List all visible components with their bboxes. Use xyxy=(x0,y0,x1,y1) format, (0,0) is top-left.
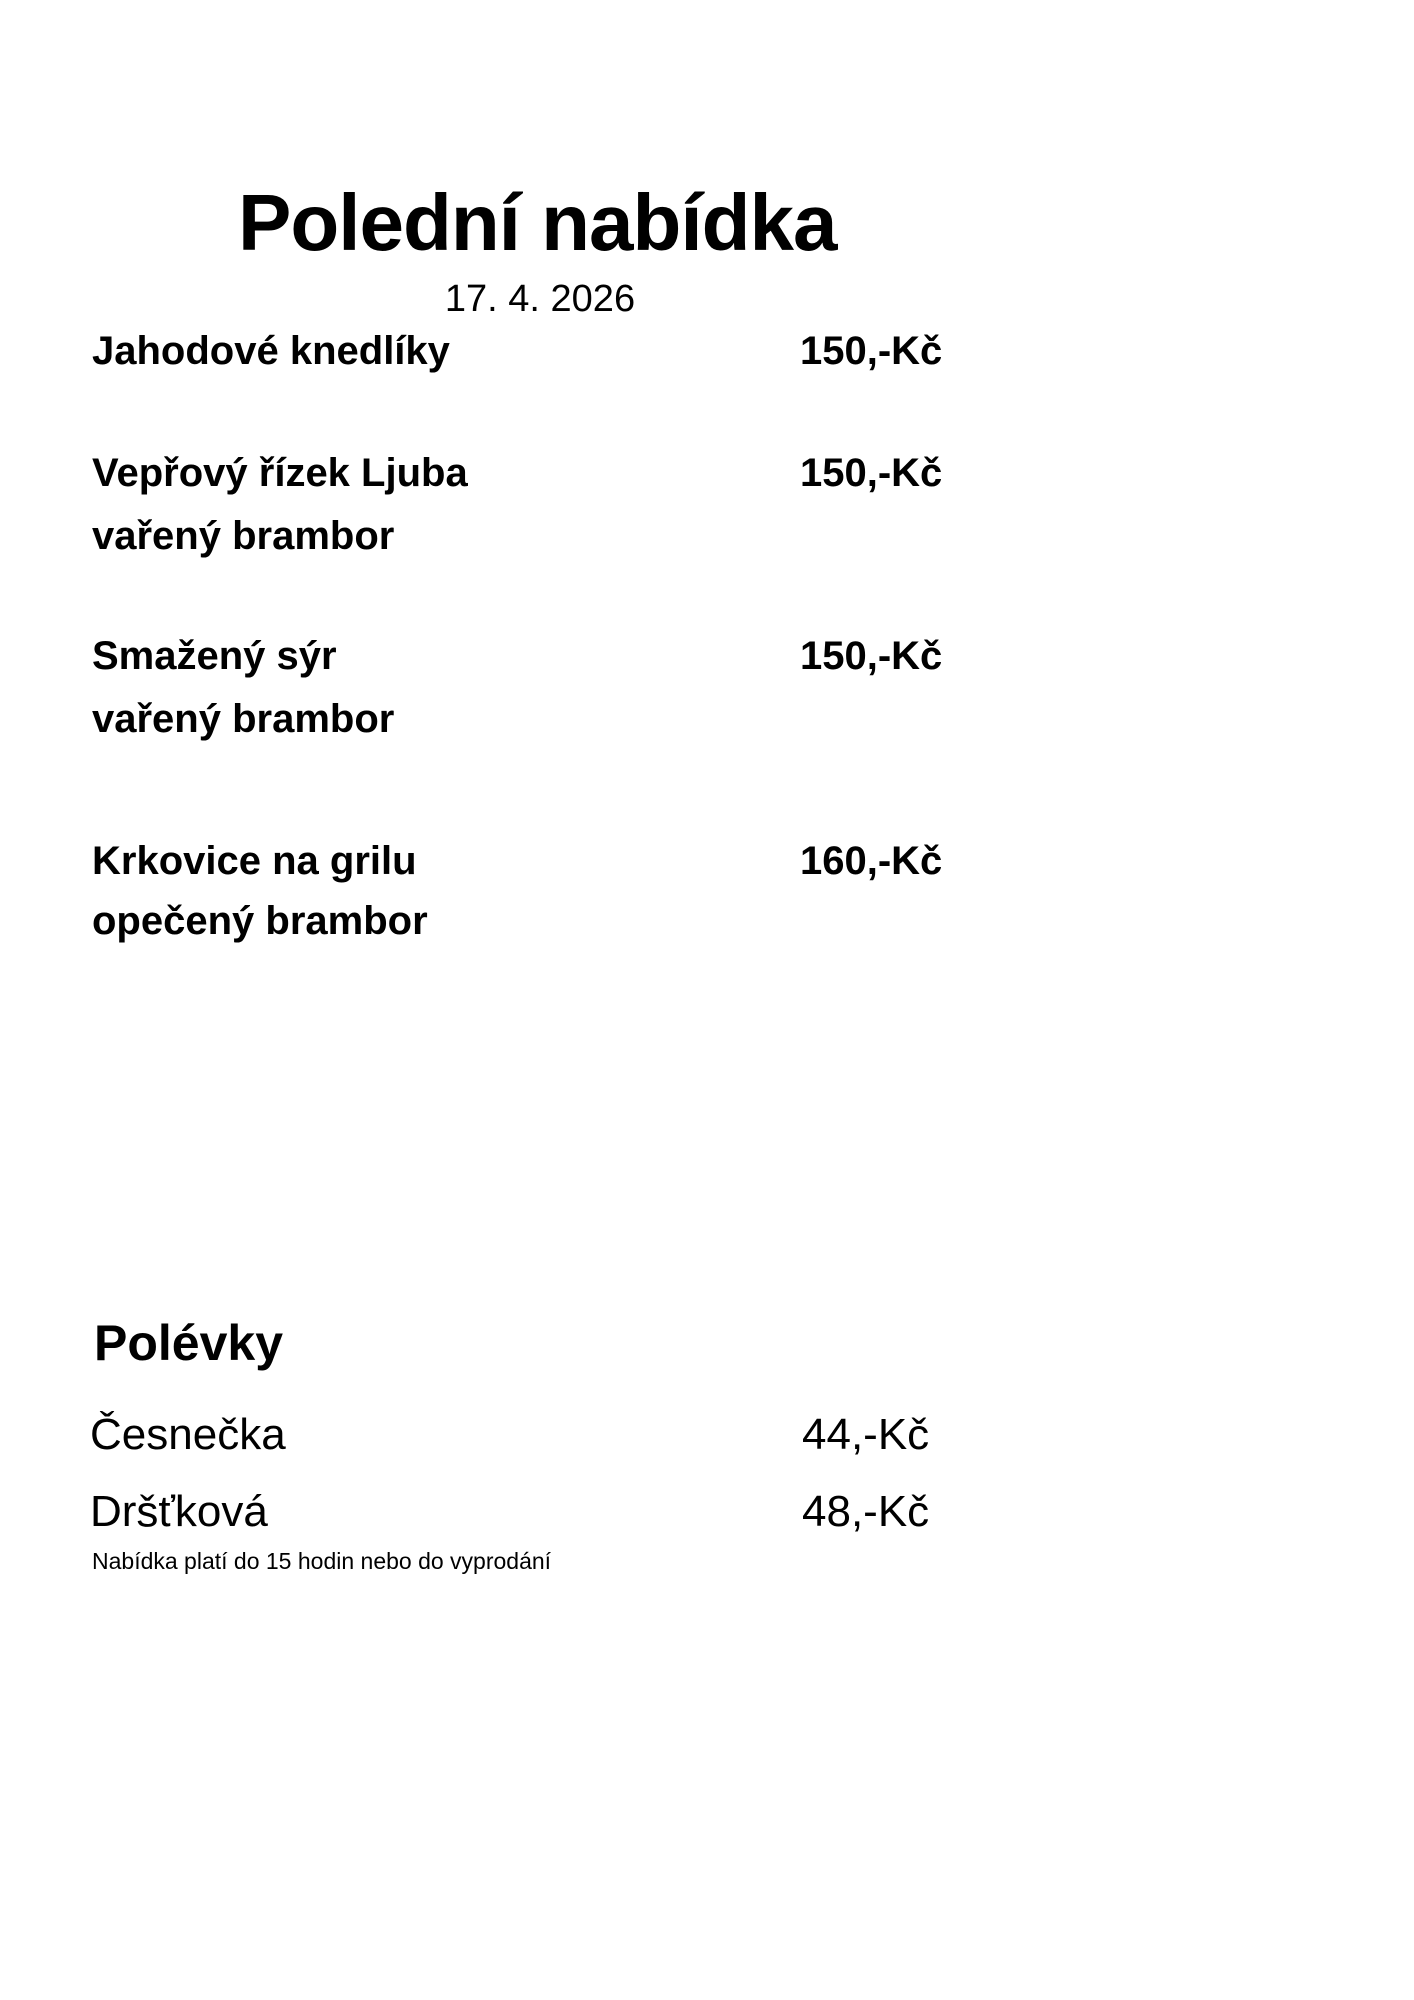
soup-price: 48,-Kč xyxy=(802,1487,930,1536)
soup-name: Česnečka xyxy=(90,1410,286,1459)
menu-item-price: 150,-Kč xyxy=(800,451,943,495)
soup-price: 44,-Kč xyxy=(802,1410,930,1459)
menu-item-price: 150,-Kč xyxy=(800,329,943,373)
menu-item-price: 160,-Kč xyxy=(800,839,943,883)
menu-item-name: Vepřový řízek Ljuba xyxy=(92,451,468,495)
page-title: Polední nabídka xyxy=(238,178,837,267)
menu-item-side: vařený brambor xyxy=(92,697,395,741)
menu-item-price: 150,-Kč xyxy=(800,634,943,678)
menu-item-side: opečený brambor xyxy=(92,899,428,943)
soups-section-heading: Polévky xyxy=(94,1315,284,1371)
menu-item-name: Jahodové knedlíky xyxy=(92,329,450,373)
menu-item-name: Smažený sýr xyxy=(92,634,337,678)
menu-item-side: vařený brambor xyxy=(92,514,395,558)
soup-name: Dršťková xyxy=(90,1487,268,1536)
menu-item-name: Krkovice na grilu xyxy=(92,839,417,883)
menu-date: 17. 4. 2026 xyxy=(444,278,636,320)
footer-note: Nabídka platí do 15 hodin nebo do vyprodání xyxy=(92,1548,552,1574)
